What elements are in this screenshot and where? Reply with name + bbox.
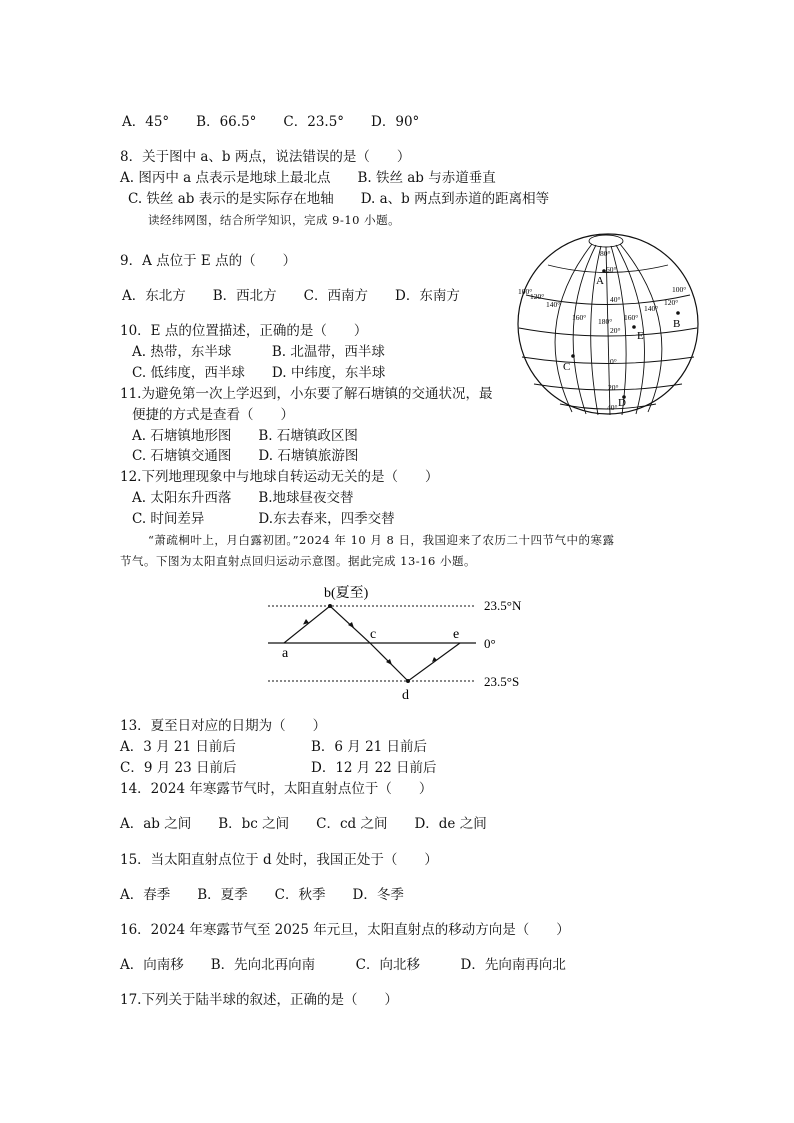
q13-option-a: A．3 月 21 日前后 xyxy=(120,739,236,755)
point-b-label: B xyxy=(673,318,681,330)
lon-label: 120° xyxy=(530,292,545,301)
lat-label: 0° xyxy=(610,357,617,366)
intro-9-10: 读经纬网图，结合所学知识，完成 9-10 小题。 xyxy=(148,213,401,227)
point-a-marker xyxy=(602,269,606,273)
q13-stem: 13．夏至日对应的日期为（ ） xyxy=(120,718,327,734)
lon-label: 180° xyxy=(598,317,613,326)
lat-label: 20° xyxy=(608,383,619,392)
lat-label: 80° xyxy=(600,249,611,258)
equator-line xyxy=(522,357,694,364)
north-pole-cap xyxy=(589,235,623,247)
q10-stem: 10．E 点的位置描述，正确的是（ ） xyxy=(120,323,368,339)
q11-options-cd: C. 石塘镇交通图 D. 石塘镇旅游图 xyxy=(132,448,359,464)
lon-label: 120° xyxy=(664,298,679,307)
q8-options-cd: C. 铁丝 ab 表示的是实际存在地轴 D. a、b 两点到赤道的距离相等 xyxy=(128,191,550,207)
lon-label: 100° xyxy=(518,287,533,296)
q12-stem: 12.下列地理现象中与地球自转运动无关的是（ ） xyxy=(120,469,439,485)
q12-options-ab: A. 太阳东升西落 B.地球昼夜交替 xyxy=(132,490,354,506)
label-d: d xyxy=(402,688,409,703)
meridian-line xyxy=(620,244,662,412)
point-e-label: E xyxy=(637,330,644,342)
label-23-5-n: 23.5°N xyxy=(484,598,522,613)
lat-label: 60° xyxy=(606,265,617,274)
q14-stem: 14．2024 年寒露节气时，太阳直射点位于（ ） xyxy=(120,781,433,797)
q13-option-b: B．6 月 21 日前后 xyxy=(311,739,428,755)
intro-13-16-line2: 节气。下图为太阳直射点回归运动示意图。据此完成 13-16 小题。 xyxy=(120,554,476,568)
q8-stem: 8．关于图中 a、b 两点，说法错误的是（ ） xyxy=(120,149,411,165)
q11-stem-1: 11.为避免第一次上学迟到，小东要了解石塘镇的交通状况，最 xyxy=(120,386,493,402)
lon-label: 160° xyxy=(572,313,587,322)
solar-migration-diagram xyxy=(262,578,540,704)
point-e-marker xyxy=(632,325,636,329)
q11-stem-2: 便捷的方式是查看（ ） xyxy=(132,407,294,423)
q12-options-cd: C. 时间差异 D.东去春来，四季交替 xyxy=(132,511,395,527)
q8-options-ab: A. 图丙中 a 点表示是地球上最北点 B. 铁丝 ab 与赤道垂直 xyxy=(120,170,496,186)
q13-option-d: D．12 月 22 日前后 xyxy=(311,760,437,776)
lon-label: 160° xyxy=(624,313,639,322)
point-b-marker xyxy=(676,311,680,315)
point-b-dot xyxy=(328,604,332,608)
lat-label: 40° xyxy=(610,295,621,304)
lon-label: 140° xyxy=(644,304,659,313)
q14-options: A．ab 之间 B．bc 之间 C．cd 之间 D．de 之间 xyxy=(120,816,487,832)
graticule-globe-figure xyxy=(510,228,706,420)
point-c-label: C xyxy=(563,361,571,373)
q15-stem: 15．当太阳直射点位于 d 处时，我国正处于（ ） xyxy=(120,852,438,868)
q17-stem: 17.下列关于陆半球的叙述，正确的是（ ） xyxy=(120,992,398,1008)
q15-options: A．春季 B．夏季 C．秋季 D．冬季 xyxy=(120,887,404,903)
lat-label: 20° xyxy=(610,326,621,335)
q10-options-cd: C. 低纬度，西半球 D. 中纬度，东半球 xyxy=(132,365,386,381)
label-a: a xyxy=(282,646,289,661)
lon-label: 140° xyxy=(546,300,561,309)
q9-options: A．东北方 B．西北方 C．西南方 D．东南方 xyxy=(122,288,460,304)
label-equator: 0° xyxy=(484,636,496,651)
label-b-summer-solstice: b(夏至) xyxy=(324,586,369,601)
intro-13-16-line1: “萧疏桐叶上，月白露初团。”2024 年 10 月 8 日，我国迎来了农历二十四节气中的寒露 xyxy=(148,533,615,547)
lon-label: 100° xyxy=(672,285,687,294)
q11-options-ab: A. 石塘镇地形图 B. 石塘镇政区图 xyxy=(132,428,358,444)
q16-options: A．向南移 B．先向北再向南 C．向北移 D．先向南再向北 xyxy=(120,957,566,973)
q13-option-c: C．9 月 23 日前后 xyxy=(120,760,237,776)
point-c-marker xyxy=(571,354,575,358)
point-d-label: D xyxy=(618,397,626,409)
point-a-label: A xyxy=(596,275,604,287)
q10-options-ab: A. 热带，东半球 B. 北温带，西半球 xyxy=(132,344,385,360)
label-e: e xyxy=(453,627,460,642)
point-d-dot xyxy=(406,679,410,683)
label-c: c xyxy=(370,627,377,642)
q9-stem: 9．A 点位于 E 点的（ ） xyxy=(120,253,297,269)
lat-label: 40° xyxy=(607,403,618,412)
label-23-5-s: 23.5°S xyxy=(484,674,520,689)
q16-stem: 16．2024 年寒露节气至 2025 年元旦，太阳直射点的移动方向是（ ） xyxy=(120,922,570,938)
q7-options: A．45° B．66.5° C．23.5° D．90° xyxy=(122,114,420,130)
